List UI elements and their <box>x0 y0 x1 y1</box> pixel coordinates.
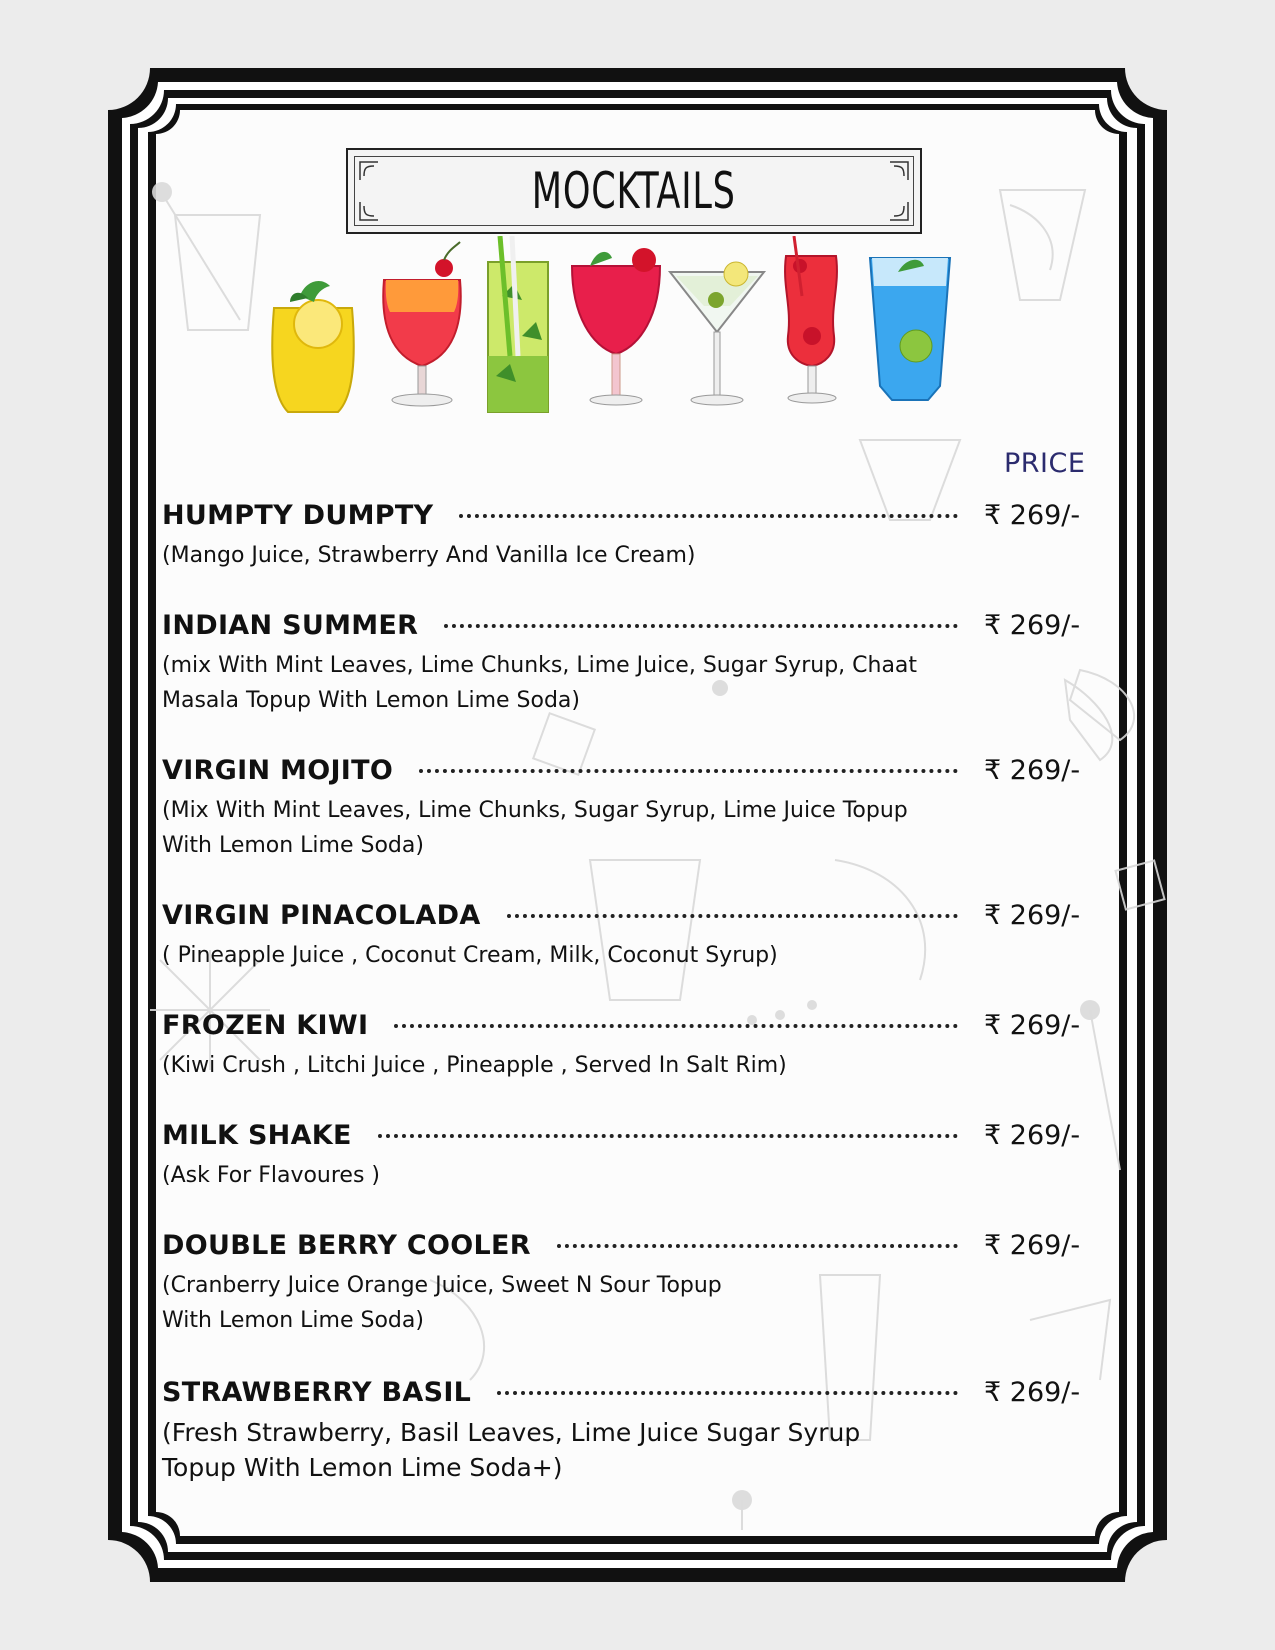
dotted-leader <box>394 1024 958 1028</box>
dotted-leader <box>557 1244 958 1248</box>
menu-item-line <box>162 900 1102 936</box>
menu-item-line <box>162 755 1102 791</box>
menu-item-price: ₹ 269/- <box>984 1120 1081 1151</box>
menu-item-name: INDIAN SUMMER <box>162 610 419 641</box>
menu-item-name: VIRGIN PINACOLADA <box>162 900 481 931</box>
menu-item-name: FROZEN KIWI <box>162 1010 369 1041</box>
menu-item-name: VIRGIN MOJITO <box>162 755 394 786</box>
yellow-lemon-drink-icon <box>272 281 354 412</box>
menu-item <box>162 610 1102 718</box>
menu-item-description: ( Pineapple Juice , Coconut Cream, Milk, Coconut Syrup) <box>162 943 778 968</box>
menu-item-price: ₹ 269/- <box>984 500 1081 531</box>
corner-ornament-icon <box>888 160 910 182</box>
menu-item-line <box>162 500 1102 536</box>
menu-item <box>162 755 1102 863</box>
menu-item-price: ₹ 269/- <box>984 1010 1081 1041</box>
red-hurricane-glass-icon <box>785 236 837 403</box>
page-title: MOCKTAILS <box>532 162 736 220</box>
menu-item <box>162 1120 1102 1193</box>
menu-item-line <box>162 610 1102 646</box>
dotted-leader <box>459 514 958 518</box>
menu-item-description: (Mix With Mint Leaves, Lime Chunks, Sugar Syrup, Lime Juice Topup With Lemon Lime Soda) <box>162 798 908 858</box>
menu-item-name: MILK SHAKE <box>162 1120 352 1151</box>
menu-item-name: STRAWBERRY BASIL <box>162 1377 472 1408</box>
menu-item-price: ₹ 269/- <box>984 610 1081 641</box>
menu-item <box>162 1377 1102 1485</box>
dotted-leader <box>378 1134 958 1138</box>
menu-item <box>162 900 1102 973</box>
dotted-leader <box>444 624 958 628</box>
red-orange-cocktail-icon <box>383 242 460 406</box>
strawberry-margarita-icon <box>572 248 660 405</box>
price-column-header: PRICE <box>1004 448 1086 479</box>
menu-item-price: ₹ 269/- <box>984 900 1081 931</box>
menu-item-description: (Mango Juice, Strawberry And Vanilla Ice Cream) <box>162 543 696 568</box>
menu-item-name: HUMPTY DUMPTY <box>162 500 434 531</box>
menu-item <box>162 500 1102 573</box>
martini-olive-icon <box>670 262 764 405</box>
menu-item-line <box>162 1010 1102 1046</box>
blue-lagoon-glass-icon <box>870 258 950 400</box>
menu-item-description: (Ask For Flavoures ) <box>162 1163 381 1188</box>
menu-item-line <box>162 1230 1102 1266</box>
menu-item <box>162 1010 1102 1083</box>
menu-item-price: ₹ 269/- <box>984 1230 1081 1261</box>
menu-item-line <box>162 1120 1102 1156</box>
green-mojito-glass-icon <box>488 236 548 412</box>
drinks-illustration <box>260 236 1010 426</box>
dotted-leader <box>419 769 958 773</box>
menu-item-description: (Kiwi Crush , Litchi Juice , Pineapple , Served In Salt Rim) <box>162 1053 787 1078</box>
dotted-leader <box>507 914 958 918</box>
menu-item-price: ₹ 269/- <box>984 1377 1081 1408</box>
menu-item-description: (mix With Mint Leaves, Lime Chunks, Lime Juice, Sugar Syrup, Chaat Masala Topup With Lemon Lime Soda) <box>162 653 918 713</box>
menu-item-line <box>162 1377 1102 1413</box>
menu-item-price: ₹ 269/- <box>984 755 1081 786</box>
title-banner <box>346 148 922 234</box>
menu-item <box>162 1230 1102 1338</box>
menu-item-name: DOUBLE BERRY COOLER <box>162 1230 531 1261</box>
corner-ornament-icon <box>358 200 380 222</box>
corner-ornament-icon <box>358 160 380 182</box>
dotted-leader <box>497 1391 958 1395</box>
menu-item-description: (Cranberry Juice Orange Juice, Sweet N Sour Topup With Lemon Lime Soda) <box>162 1273 722 1333</box>
corner-ornament-icon <box>888 200 910 222</box>
menu-item-description: (Fresh Strawberry, Basil Leaves, Lime Juice Sugar Syrup Topup With Lemon Lime Soda+) <box>162 1418 861 1482</box>
